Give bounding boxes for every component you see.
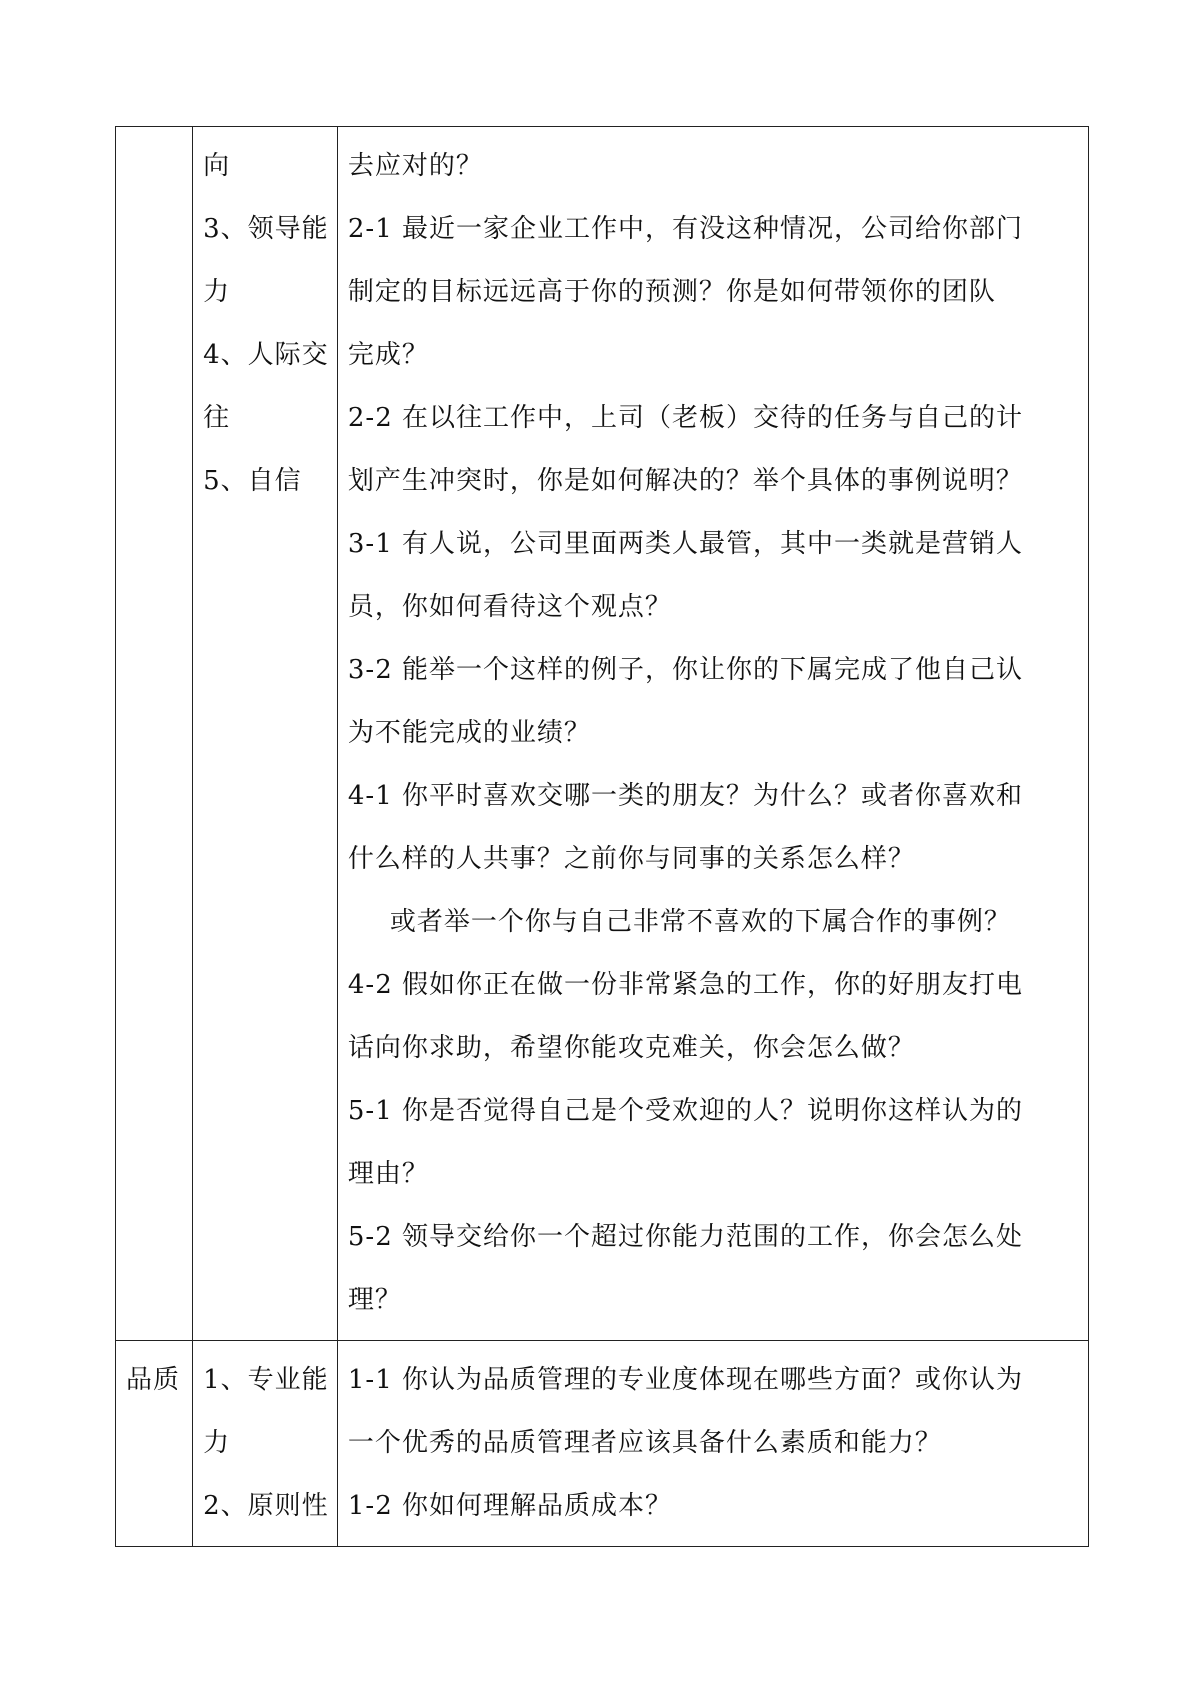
question-line: 或者举一个你与自己非常不喜欢的下属合作的事例？ [389, 907, 1011, 937]
table-row [116, 127, 1089, 1341]
competency-line: 4、人际交 [203, 340, 329, 370]
competency-line: 3、领导能 [203, 214, 329, 244]
question-line: 2-1 最近一家企业工作中，有没这种情况，公司给你部门 [347, 214, 1024, 244]
question-line: 4-1 你平时喜欢交哪一类的朋友？为什么？或者你喜欢和 [347, 781, 1024, 811]
category-label: 品质 [126, 1365, 181, 1395]
question-cell [337, 127, 1088, 1341]
question-line: 5-2 领导交给你一个超过你能力范围的工作，你会怎么处 [347, 1222, 1024, 1252]
question-line: 员，你如何看待这个观点？ [347, 592, 672, 622]
question-line: 理由？ [347, 1159, 429, 1189]
interview-question-table [115, 126, 1089, 1547]
competency-line: 1、专业能 [203, 1365, 329, 1395]
table-row [116, 1341, 1089, 1547]
question-line: 3-2 能举一个这样的例子，你让你的下属完成了他自己认 [347, 655, 1024, 685]
question-line: 一个优秀的品质管理者应该具备什么素质和能力？ [347, 1428, 942, 1458]
competency-line: 5、自信 [203, 466, 302, 496]
question-line: 什么样的人共事？之前你与同事的关系怎么样？ [347, 844, 915, 874]
question-line: 1-2 你如何理解品质成本？ [347, 1491, 673, 1521]
question-line: 4-2 假如你正在做一份非常紧急的工作，你的好朋友打电 [347, 970, 1024, 1000]
category-cell [116, 127, 193, 1341]
question-line: 完成？ [347, 340, 429, 370]
question-line: 为不能完成的业绩？ [347, 718, 591, 748]
competency-cell [193, 127, 338, 1341]
question-line: 2-2 在以往工作中，上司（老板）交待的任务与自己的计 [347, 403, 1024, 433]
competency-line: 2、原则性 [203, 1491, 329, 1521]
competency-line: 力 [203, 1428, 231, 1458]
competency-line: 向 [203, 151, 231, 181]
question-line: 5-1 你是否觉得自己是个受欢迎的人？说明你这样认为的 [347, 1096, 1024, 1126]
question-line: 话向你求助，希望你能攻克难关，你会怎么做？ [347, 1033, 915, 1063]
competency-line: 往 [203, 403, 231, 433]
question-line: 划产生冲突时，你是如何解决的？举个具体的事例说明？ [347, 466, 1023, 496]
question-line: 制定的目标远远高于你的预测？你是如何带领你的团队 [347, 277, 996, 307]
question-line: 1-1 你认为品质管理的专业度体现在哪些方面？或你认为 [347, 1365, 1024, 1395]
question-line: 理？ [347, 1285, 402, 1315]
question-cell [337, 1341, 1088, 1547]
question-line: 3-1 有人说，公司里面两类人最管，其中一类就是营销人 [347, 529, 1024, 559]
competency-line: 力 [203, 277, 231, 307]
question-line: 去应对的？ [347, 151, 483, 181]
category-cell [116, 1341, 193, 1547]
competency-cell [193, 1341, 338, 1547]
